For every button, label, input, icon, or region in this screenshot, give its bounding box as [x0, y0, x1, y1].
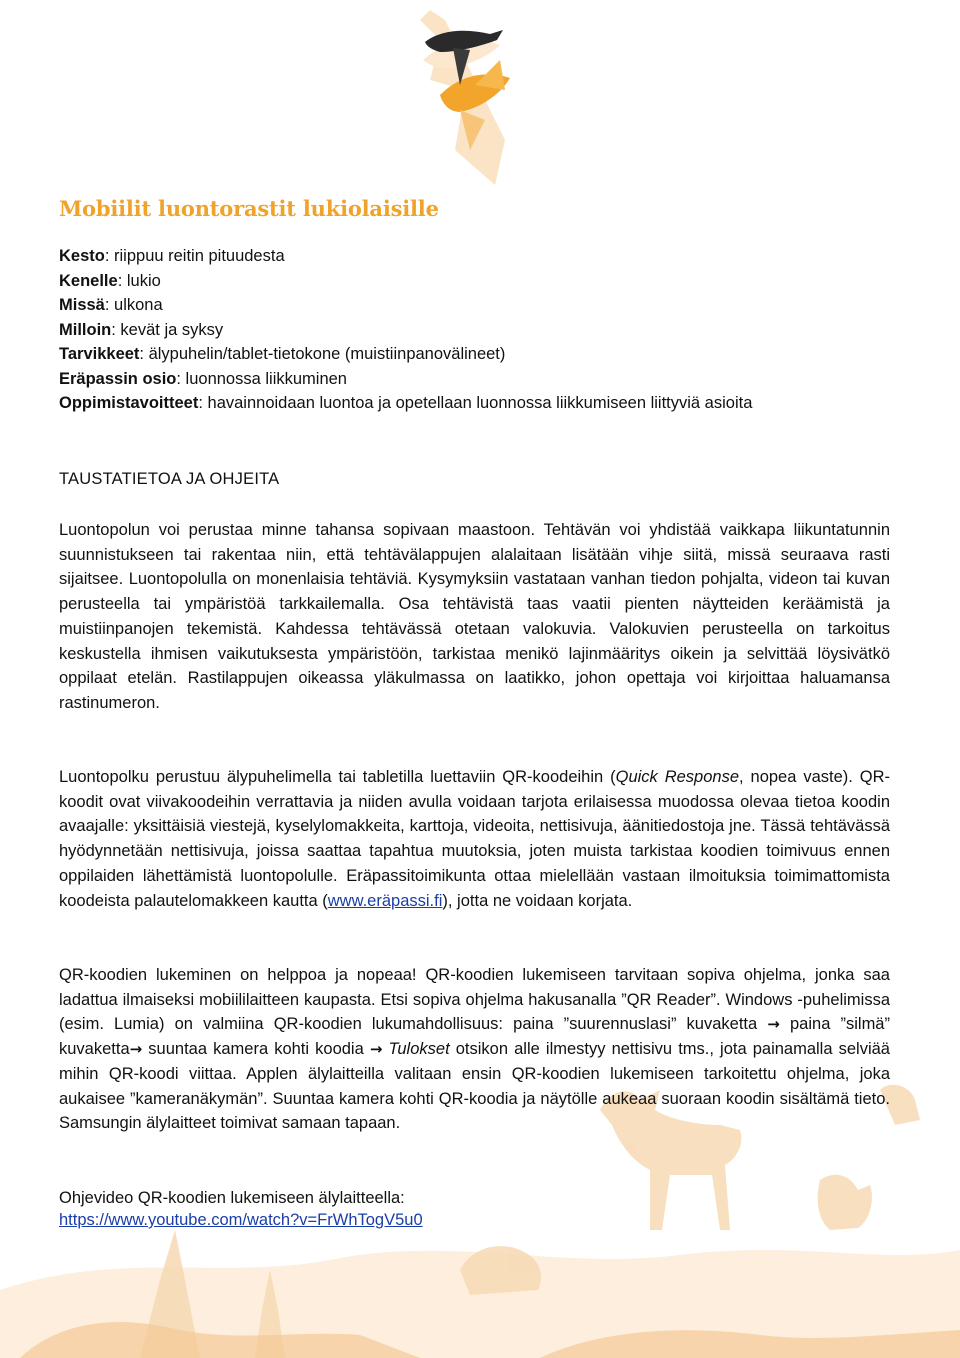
info-value: : riippuu reitin pituudesta [104, 247, 285, 265]
arrow-right-icon: → [369, 1040, 383, 1059]
info-value: : kevät ja syksy [111, 320, 224, 339]
text-segment: suuntaa kamera kohti koodia [142, 1040, 370, 1059]
bird-logo-icon [405, 0, 520, 195]
info-value: : luonnossa liikkuminen [176, 369, 347, 388]
info-row-kenelle [59, 269, 752, 294]
info-value: : älypuhelin/tablet-tietokone (muistiinpanovälineet) [139, 345, 506, 363]
info-label: Oppimistavoitteet [59, 394, 199, 412]
section-heading: TAUSTATIETOA JA OHJEITA [59, 470, 280, 488]
erapassi-link[interactable]: www.eräpassi.fi [327, 891, 443, 910]
info-label: Kenelle [59, 271, 118, 290]
info-label: Eräpassin osio [59, 369, 177, 388]
info-value: : ulkona [104, 296, 163, 314]
text-segment: paina ”silmä” kuvaketta [59, 1015, 890, 1059]
info-value: : lukio [117, 271, 161, 290]
arrow-right-icon: → [767, 1015, 780, 1034]
text-segment: ), jotta ne voidaan korjata. [442, 891, 633, 910]
info-label: Tarvikkeet [59, 345, 140, 363]
arrow-right-icon: → [129, 1040, 143, 1059]
info-label: Milloin [59, 320, 112, 339]
video-label: Ohjevideo QR-koodien lukemiseen älylaitteella: [59, 1189, 405, 1207]
paragraph-reading-qr [59, 963, 890, 1136]
page-title: Mobiilit luontorastit lukiolaisille [59, 196, 439, 221]
text-italic: Tulokset [388, 1040, 450, 1059]
text-segment: Luontopolku perustuu älypuhelimella tai tabletilla luettaviin QR-koodeihin ( [59, 768, 616, 786]
info-row-milloin [59, 318, 752, 343]
info-row-missa [59, 293, 752, 318]
video-link[interactable]: https://www.youtube.com/watch?v=FrWhTogV5u0 [59, 1211, 423, 1229]
info-label: Kesto [59, 247, 105, 265]
info-value: : havainnoidaan luontoa ja opetellaan luonnossa liikkumiseen liittyviä asioita [198, 394, 753, 412]
info-row-oppimistavoitteet [59, 391, 752, 416]
text-segment: QR-koodien lukeminen on helppoa ja nopeaa! QR-koodien lukemiseen tarvitaan sopiva ohjelma, jonka saa ladattua ilmaiseksi mobiililaitteen kaupasta. Etsi sopiva ohjelma hakusanalla ”QR Reader”. Windows -puhelimissa (esim. Lumia) on valmiina QR-koodien lukumahdollisuus: paina ”suurennuslasi” kuvaketta [59, 966, 890, 1034]
text-italic: Quick Response [615, 768, 740, 786]
text-segment: otsikon alle ilmestyy nettisivu tms., jota painamalla selviää mihin QR-koodi viittaa. Applen älylaitteilla valitaan ensin QR-koodien lukemiseen tarkoitettu ohjelma, joka aukaisee ”kameranäkymän”. Suuntaa kamera kohti QR-koodia ja näytölle aukeaa suoraan koodin sisältämä tieto. Samsungin älylaitteet toimivat samaan tapaan. [59, 1040, 890, 1133]
info-row-kesto [59, 244, 752, 269]
info-list [59, 244, 752, 416]
info-row-erapassin-osio [59, 367, 752, 392]
paragraph-qr-codes [59, 765, 890, 913]
text-segment: , nopea vaste). QR-koodit ovat viivakoodeihin verrattavia ja niiden avulla voidaan tarjota erilaisessa muodossa olevaa tietoa koodin avaajalle: yksittäisiä viestejä, kyselylomakkeita, karttoja, videoita, nettisivuja, äänitiedostoja jne. Tässä tehtävässä hyödynnetään nettisivuja, joissa saattaa tapahtua muutoksia, joten muista tarkistaa koodien toimivuus ennen oppilaiden lähettämistä luontopolulle. Eräpassitoimikunta ottaa mielellään vastaan ilmoituksia toimimattomista koodeista palautelomakkeen kautta ( [59, 768, 891, 910]
paragraph-background: Luontopolun voi perustaa minne tahansa sopivaan maastoon. Tehtävän voi yhdistää vaikkapa liikuntatunnin suunnistukseen tai rakentaa niin, että tehtävälappujen alalaitaan lisätään vihje siitä, missä seuraava rasti sijaitsee. Luontopolulla on monenlaisia tehtäviä. Kysymyksiin vastataan vanhan tiedon pohjalta, videon tai kuvan perusteella tai ympäristöä tarkkailemalla. Osa tehtävistä taas vaatii pienten näytteiden keräämistä ja muistiinpanojen tekemistä. Kahdessa tehtävässä otetaan valokuvia. Valokuvien perusteella on tarkoitus keskustella ihmisen vaikutuksesta ympäristöön, tarkistaa menikö lajinmääritys oikein ja selvittää löysivätkö oppilaat etelän. Rastilappujen oikeassa yläkulmassa on laatikko, johon opettaja voi kirjoittaa haluamansa rastinumeron. [59, 521, 890, 712]
info-row-tarvikkeet [59, 342, 752, 367]
info-label: Missä [59, 296, 105, 314]
